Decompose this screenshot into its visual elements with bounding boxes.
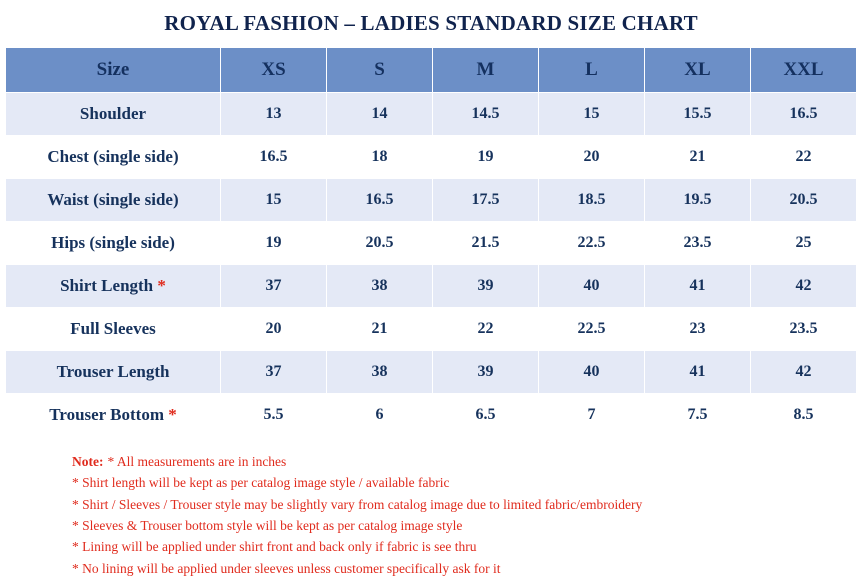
row-label-chest: [6, 136, 221, 179]
column-header-s: S: [327, 48, 433, 93]
column-header-xl: XL: [645, 48, 751, 93]
cell-waist-m: 17.5: [433, 179, 539, 222]
table-row: [6, 308, 857, 351]
required-star-icon: *: [157, 276, 166, 295]
cell-waist-xs: 15: [221, 179, 327, 222]
table-header: [6, 48, 857, 93]
note-line: * Sleeves & Trouser bottom style will be kept as per catalog image style: [72, 517, 463, 533]
cell-trouser-length-xxl: 42: [751, 351, 857, 394]
note-line-text: * All measurements are in inches: [107, 454, 287, 469]
table-row: [6, 394, 857, 437]
row-label-text: Hips (single side): [51, 233, 175, 252]
cell-trouser-length-xl: 41: [645, 351, 751, 394]
page-title: ROYAL FASHION – LADIES STANDARD SIZE CHART: [164, 11, 698, 35]
cell-shirt-length-xs: 37: [221, 265, 327, 308]
cell-chest-xxl: 22: [751, 136, 857, 179]
required-star-icon: *: [168, 405, 177, 424]
row-label-trouser-bottom: [6, 394, 221, 437]
table-row: [6, 93, 857, 136]
cell-chest-l: 20: [539, 136, 645, 179]
row-label-text: Shoulder: [79, 104, 147, 123]
cell-chest-m: 19: [433, 136, 539, 179]
note-line: * Lining will be applied under shirt front and back only if fabric is see thru: [72, 539, 477, 555]
cell-chest-s: 18: [327, 136, 433, 179]
table-row: [6, 136, 857, 179]
cell-full-sleeves-xl: 23: [645, 308, 751, 351]
cell-shoulder-m: 14.5: [433, 93, 539, 136]
cell-waist-xl: 19.5: [645, 179, 751, 222]
cell-shoulder-s: 14: [327, 93, 433, 136]
cell-trouser-bottom-xl: 7.5: [645, 394, 751, 437]
table-header-row: [6, 48, 857, 93]
cell-shirt-length-xl: 41: [645, 265, 751, 308]
cell-hips-m: 21.5: [433, 222, 539, 265]
cell-shirt-length-xxl: 42: [751, 265, 857, 308]
note-line: * Shirt length will be kept as per catalog image style / available fabric: [72, 475, 450, 491]
cell-trouser-length-xs: 37: [221, 351, 327, 394]
note-line: * No lining will be applied under sleeves unless customer specifically ask for it: [72, 560, 501, 576]
cell-hips-xs: 19: [221, 222, 327, 265]
row-label-hips: [6, 222, 221, 265]
row-label-text: Full Sleeves: [70, 319, 156, 338]
notes-section: [0, 451, 862, 579]
table-body: [6, 93, 857, 437]
cell-shirt-length-l: 40: [539, 265, 645, 308]
cell-full-sleeves-m: 22: [433, 308, 539, 351]
cell-shirt-length-m: 39: [433, 265, 539, 308]
table-row: [6, 265, 857, 308]
cell-waist-s: 16.5: [327, 179, 433, 222]
row-label-text: Trouser Length: [56, 362, 170, 381]
cell-trouser-bottom-xxl: 8.5: [751, 394, 857, 437]
size-chart-table: [5, 47, 857, 437]
cell-trouser-bottom-xs: 5.5: [221, 394, 327, 437]
cell-hips-l: 22.5: [539, 222, 645, 265]
column-header-size: Size: [6, 48, 221, 93]
row-label-trouser-length: [6, 351, 221, 394]
cell-hips-xl: 23.5: [645, 222, 751, 265]
column-header-xxl: XXL: [751, 48, 857, 93]
cell-full-sleeves-xs: 20: [221, 308, 327, 351]
cell-hips-xxl: 25: [751, 222, 857, 265]
cell-chest-xs: 16.5: [221, 136, 327, 179]
row-label-shirt-length: [6, 265, 221, 308]
row-label-text: Waist (single side): [47, 190, 179, 209]
cell-waist-xxl: 20.5: [751, 179, 857, 222]
cell-shoulder-xs: 13: [221, 93, 327, 136]
note-line: [72, 451, 862, 472]
cell-shoulder-l: 15: [539, 93, 645, 136]
cell-trouser-bottom-s: 6: [327, 394, 433, 437]
table-row: [6, 351, 857, 394]
column-header-m: M: [433, 48, 539, 93]
cell-trouser-bottom-m: 6.5: [433, 394, 539, 437]
cell-trouser-bottom-l: 7: [539, 394, 645, 437]
row-label-text: Chest (single side): [47, 147, 179, 166]
cell-chest-xl: 21: [645, 136, 751, 179]
cell-full-sleeves-s: 21: [327, 308, 433, 351]
cell-shirt-length-s: 38: [327, 265, 433, 308]
cell-shoulder-xxl: 16.5: [751, 93, 857, 136]
cell-shoulder-xl: 15.5: [645, 93, 751, 136]
table-row: [6, 179, 857, 222]
cell-full-sleeves-xxl: 23.5: [751, 308, 857, 351]
cell-full-sleeves-l: 22.5: [539, 308, 645, 351]
note-line: * Shirt / Sleeves / Trouser style may be slightly vary from catalog image due to limited fabric/embroidery: [72, 496, 643, 512]
row-label-text: Trouser Bottom: [49, 405, 164, 424]
row-label-full-sleeves: [6, 308, 221, 351]
cell-waist-l: 18.5: [539, 179, 645, 222]
notes-label: Note:: [72, 454, 104, 469]
row-label-text: Shirt Length: [60, 276, 154, 295]
cell-hips-s: 20.5: [327, 222, 433, 265]
table-row: [6, 222, 857, 265]
row-label-shoulder: [6, 93, 221, 136]
column-header-l: L: [539, 48, 645, 93]
cell-trouser-length-s: 38: [327, 351, 433, 394]
cell-trouser-length-l: 40: [539, 351, 645, 394]
column-header-xs: XS: [221, 48, 327, 93]
row-label-waist: [6, 179, 221, 222]
cell-trouser-length-m: 39: [433, 351, 539, 394]
